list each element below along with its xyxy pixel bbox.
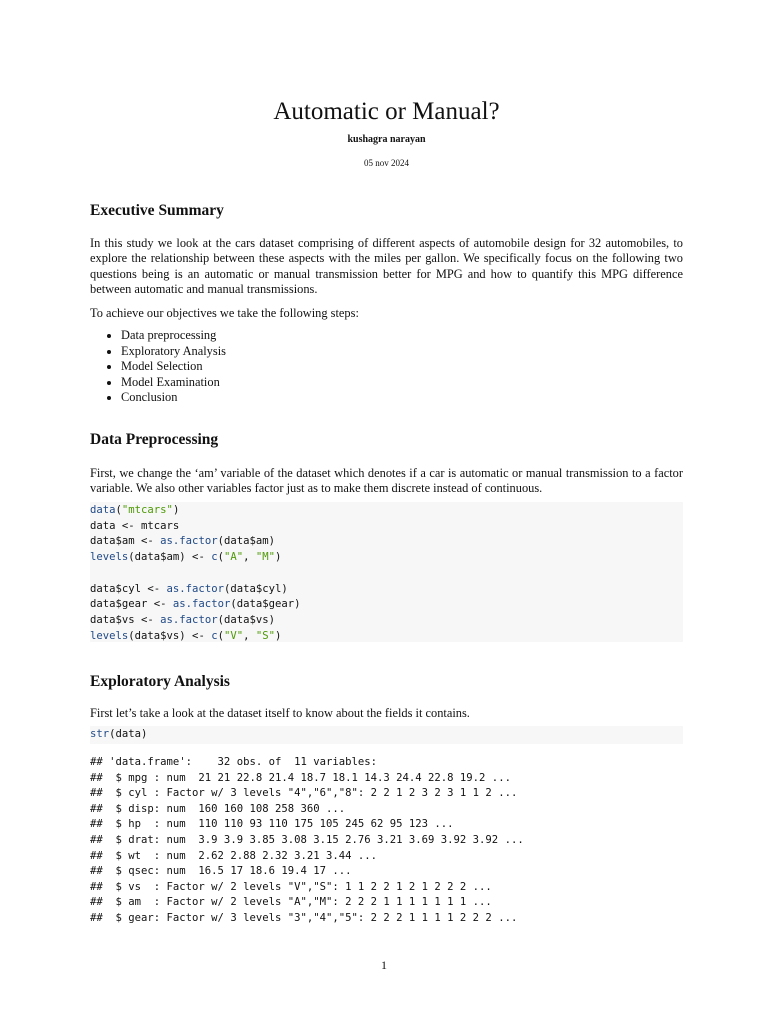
author-name: kushagra narayan — [347, 134, 426, 145]
code-text: , — [243, 629, 256, 642]
code-text: data <- mtcars — [90, 519, 180, 532]
code-function: c — [211, 551, 218, 564]
preprocessing-paragraph: First, we change the ‘am’ variable of the dataset which denotes if a car is automatic or manual transmission to a factor variable. We also other variables factor just as to make them discrete instead of continuous. — [90, 466, 683, 496]
list-item: • Model Examination — [121, 375, 226, 391]
page-number: 1 — [381, 958, 387, 972]
steps-intro-paragraph: To achieve our objectives we take the following steps: — [90, 306, 359, 320]
code-text: (data) — [109, 728, 148, 740]
code-line — [90, 727, 683, 743]
output-line: ## $ wt : num 2.62 2.88 2.32 3.21 3.44 ... — [90, 849, 378, 862]
code-line — [90, 566, 683, 582]
exec-summary-paragraph: In this study we look at the cars dataset comprising of different aspects of automobile design for 32 automobiles, to explore the relationship between these aspects with the miles per gallon. We specifically focus on the following two questions being is an automatic or manual transmission better for MPG and how to quantify this MPG difference between automatic and manual transmissions. — [90, 236, 683, 297]
code-function: str — [90, 728, 110, 740]
output-line: ## $ mpg : num 21 21 22.8 21.4 18.7 18.1 14.3 24.4 22.8 19.2 ... — [90, 771, 511, 784]
code-function: as.factor — [172, 598, 231, 611]
code-line — [90, 519, 683, 535]
code-function: as.factor — [166, 582, 224, 595]
list-item: • Conclusion — [121, 390, 226, 406]
document-date: 05 nov 2024 — [364, 158, 409, 168]
code-function: data — [90, 504, 116, 516]
code-text: ( — [115, 504, 122, 516]
list-item: • Model Selection — [121, 359, 226, 375]
code-text: ) — [275, 551, 282, 564]
output-line: ## 'data.frame': 32 obs. of 11 variables: — [90, 756, 378, 768]
code-function: c — [211, 629, 218, 642]
code-string: "A" — [223, 551, 244, 564]
str-code-block — [90, 726, 683, 744]
code-line — [90, 534, 683, 550]
str-output-block — [90, 755, 683, 927]
heading-data-preprocessing: Data Preprocessing — [90, 431, 219, 448]
code-text: (data$vs) — [217, 613, 275, 626]
list-item: • Exploratory Analysis — [121, 344, 226, 360]
code-string: "V" — [223, 629, 244, 642]
output-line: ## $ hp : num 110 110 93 110 175 105 245 62 95 123 ... — [90, 818, 454, 831]
code-line — [90, 597, 683, 613]
code-text: (data$cyl) — [223, 582, 288, 595]
code-line — [90, 613, 683, 629]
output-line: ## $ disp: num 160 160 108 258 360 ... — [90, 802, 346, 815]
code-text: (data$am) — [217, 535, 275, 548]
output-line: ## $ qsec: num 16.5 17 18.6 19.4 17 ... — [90, 865, 352, 878]
code-line — [90, 550, 683, 566]
output-line: ## $ drat: num 3.9 3.9 3.85 3.08 3.15 2.76 3.21 3.69 3.92 3.92 ... — [90, 833, 524, 846]
code-string: "S" — [255, 629, 276, 642]
code-line — [90, 629, 683, 645]
code-text: ( — [217, 629, 224, 642]
code-line — [90, 582, 683, 598]
code-text: data$am <- — [90, 535, 161, 548]
steps-list — [90, 328, 226, 406]
code-function: as.factor — [160, 535, 218, 548]
code-text: (data$am) <- — [128, 551, 212, 564]
code-string: "mtcars" — [121, 504, 173, 516]
code-string: "M" — [255, 551, 276, 564]
list-item: • Data preprocessing — [121, 328, 226, 344]
code-text: , — [243, 551, 256, 564]
code-function: as.factor — [160, 613, 218, 626]
output-line: ## $ gear: Factor w/ 3 levels "3","4","5": 2 2 2 1 1 1 1 2 2 2 ... — [90, 911, 518, 924]
exploratory-paragraph: First let’s take a look at the dataset itself to know about the fields it contains. — [90, 706, 470, 720]
heading-executive-summary: Executive Summary — [90, 202, 224, 219]
output-line: ## $ cyl : Factor w/ 3 levels "4","6","8": 2 2 1 2 3 2 3 1 1 2 ... — [90, 787, 518, 800]
code-function: levels — [90, 629, 129, 642]
code-text: (data$vs) <- — [128, 629, 212, 642]
preprocessing-code-block — [90, 502, 683, 642]
code-text: data$cyl <- — [90, 582, 167, 595]
code-line — [90, 503, 683, 519]
code-text: ( — [217, 551, 224, 564]
output-line: ## $ am : Factor w/ 2 levels "A","M": 2 2 2 1 1 1 1 1 1 1 ... — [90, 896, 492, 909]
code-text: (data$gear) — [230, 598, 301, 611]
code-text: ) — [172, 504, 180, 516]
code-text: ) — [275, 629, 282, 642]
page-title: Automatic or Manual? — [273, 98, 500, 125]
output-line: ## $ vs : Factor w/ 2 levels "V","S": 1 1 2 2 1 2 1 2 2 2 ... — [90, 880, 492, 893]
code-text: data$gear <- — [90, 598, 173, 611]
heading-exploratory-analysis: Exploratory Analysis — [90, 673, 230, 690]
code-function: levels — [90, 551, 129, 564]
code-text: data$vs <- — [90, 613, 161, 626]
